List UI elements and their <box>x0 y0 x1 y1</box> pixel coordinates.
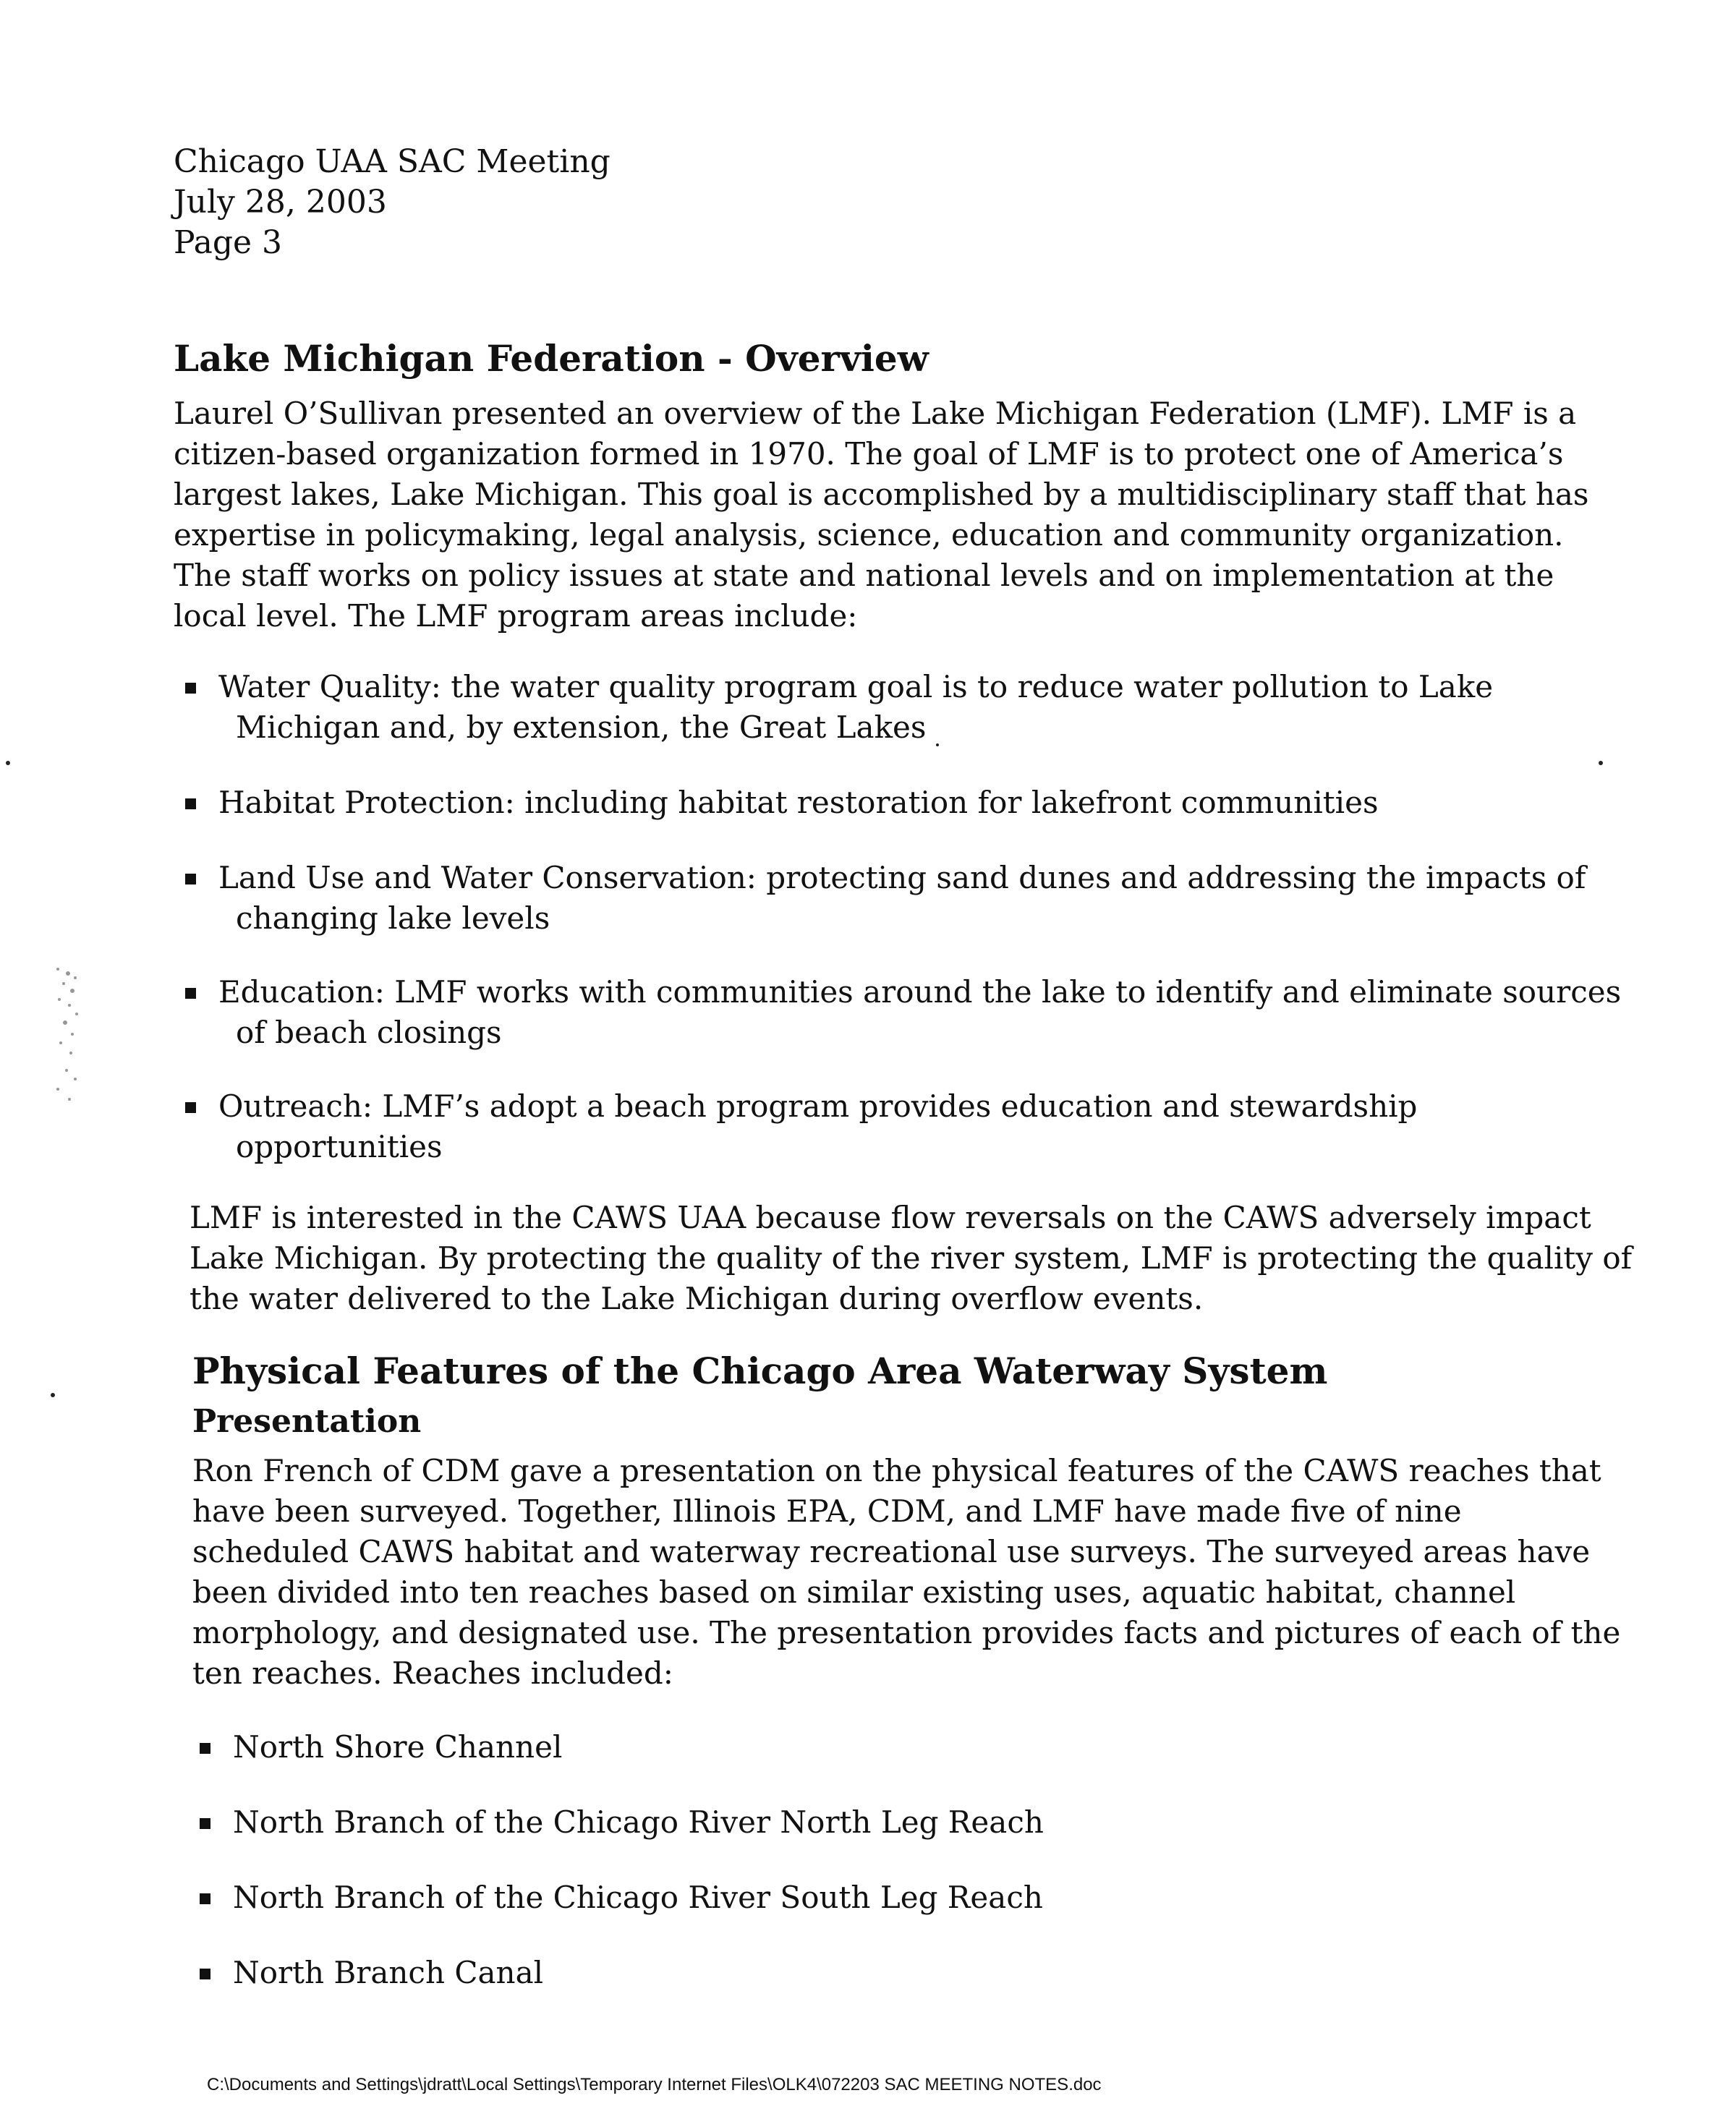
section-title-lmf: Lake Michigan Federation - Overview <box>174 337 929 380</box>
paragraph-line: expertise in policymaking, legal analysis, science, education and community organization. <box>174 517 1564 553</box>
scan-speck-decoration <box>1599 761 1603 765</box>
bullet-icon <box>200 1818 210 1829</box>
paragraph-line: Lake Michigan. By protecting the quality of the river system, LMF is protecting the quality of <box>190 1240 1633 1276</box>
paragraph-line: Laurel O’Sullivan presented an overview of the Lake Michigan Federation (LMF). LMF is a <box>174 396 1577 431</box>
paragraph-line: The staff works on policy issues at state and national levels and on implementation at the <box>174 558 1554 593</box>
list-item-text: Education: LMF works with communities around the lake to identify and eliminate sources <box>218 974 1622 1010</box>
list-item-text: Water Quality: the water quality program goal is to reduce water pollution to Lake <box>218 669 1494 704</box>
list-item-text-continued: of beach closings <box>236 1015 502 1050</box>
list-item-text: Land Use and Water Conservation: protecting sand dunes and addressing the impacts of <box>218 860 1586 895</box>
list-item-text: North Branch Canal <box>233 1955 544 1990</box>
list-item-text-continued: changing lake levels <box>236 900 550 936</box>
header-meeting-title: Chicago UAA SAC Meeting <box>174 143 610 180</box>
page-header <box>174 142 610 263</box>
scan-speck-decoration <box>51 1393 55 1397</box>
list-item-text-continued: Michigan and, by extension, the Great Lakes <box>236 709 927 745</box>
lmf-intro-paragraph <box>174 393 1589 636</box>
bullet-icon <box>200 1893 210 1904</box>
bullet-icon <box>185 683 196 694</box>
paragraph-line: Ron French of CDM gave a presentation on the physical features of the CAWS reaches that <box>192 1453 1601 1488</box>
bullet-icon <box>185 874 196 884</box>
scan-smudge-decoration <box>43 962 101 1128</box>
list-item-text-continued: opportunities <box>236 1129 443 1164</box>
paragraph-line: scheduled CAWS habitat and waterway recreational use surveys. The surveyed areas have <box>192 1534 1591 1569</box>
list-item-text: North Branch of the Chicago River South Leg Reach <box>233 1880 1043 1915</box>
list-item-text: Habitat Protection: including habitat restoration for lakefront communities <box>218 785 1379 820</box>
paragraph-line: morphology, and designated use. The presentation provides facts and pictures of each of the <box>192 1615 1621 1650</box>
paragraph-line: local level. The LMF program areas include: <box>174 598 858 634</box>
list-item-text: North Shore Channel <box>233 1729 563 1765</box>
header-date: July 28, 2003 <box>174 184 387 221</box>
paragraph-line: the water delivered to the Lake Michigan during overflow events. <box>190 1281 1204 1316</box>
bullet-icon <box>185 988 196 999</box>
lmf-interest-paragraph <box>190 1198 1633 1319</box>
subsection-title-presentation: Presentation <box>192 1403 422 1440</box>
presentation-paragraph <box>192 1451 1621 1694</box>
paragraph-line: LMF is interested in the CAWS UAA because flow reversals on the CAWS adversely impact <box>190 1200 1591 1235</box>
footer-file-path: C:\Documents and Settings\jdratt\Local Settings\Temporary Internet Files\OLK4\072203 SAC MEETING NOTES.doc <box>207 2075 1102 2094</box>
bullet-icon <box>200 1743 210 1754</box>
bullet-icon <box>185 798 196 809</box>
bullet-icon <box>200 1969 210 1979</box>
bullet-icon <box>185 1102 196 1113</box>
paragraph-line: have been surveyed. Together, Illinois EPA, CDM, and LMF have made five of nine <box>192 1493 1462 1529</box>
paragraph-line: largest lakes, Lake Michigan. This goal is accomplished by a multidisciplinary staff that has <box>174 477 1589 512</box>
paragraph-line: been divided into ten reaches based on similar existing uses, aquatic habitat, channel <box>192 1574 1516 1610</box>
paragraph-line: citizen-based organization formed in 1970. The goal of LMF is to protect one of America’s <box>174 436 1564 472</box>
header-page-number: Page 3 <box>174 224 283 261</box>
list-item-text: North Branch of the Chicago River North Leg Reach <box>233 1804 1044 1840</box>
section-title-physical-features: Physical Features of the Chicago Area Waterway System <box>192 1350 1328 1392</box>
scan-speck-decoration <box>936 743 939 746</box>
scan-speck-decoration <box>6 761 10 765</box>
paragraph-line: ten reaches. Reaches included: <box>192 1655 673 1691</box>
list-item-text: Outreach: LMF’s adopt a beach program provides education and stewardship <box>218 1088 1418 1124</box>
